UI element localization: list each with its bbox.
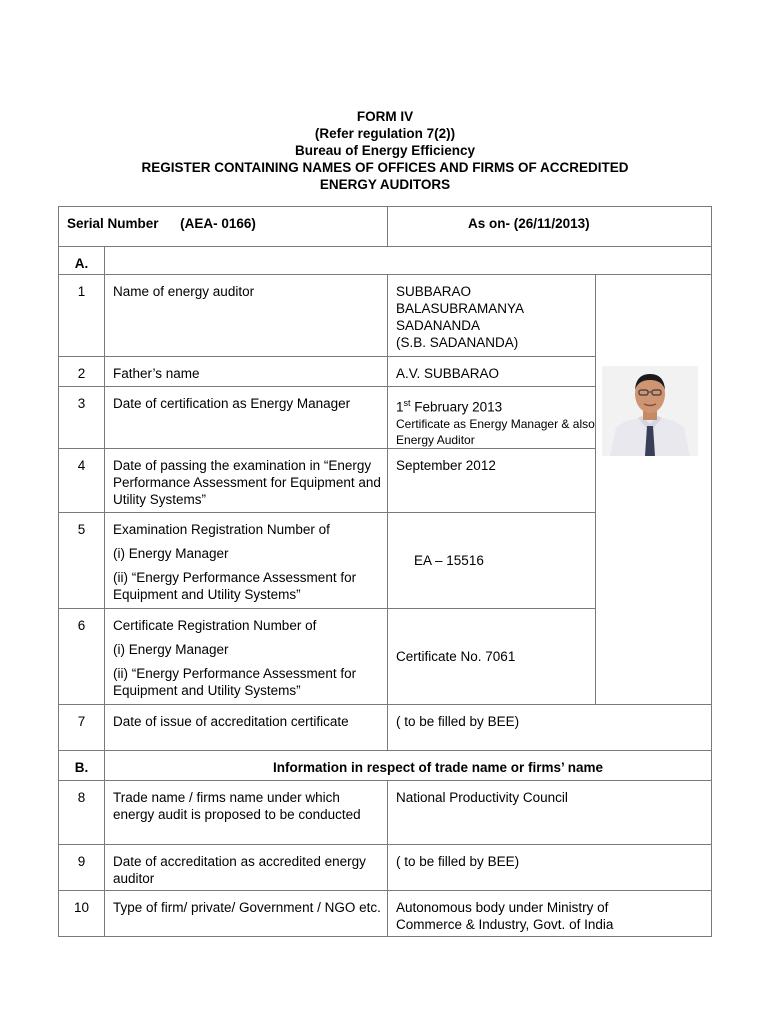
row-label: Certificate Registration Number of [113,617,317,633]
register-title-line1: REGISTER CONTAINING NAMES OF OFFICES AND FIRMS OF ACCREDITED [141,160,629,175]
table-row [59,890,712,936]
row-sublabel: (ii) “Energy Performance Assessment for Equipment and Utility Systems” [113,569,357,602]
row-sublabel: (i) Energy Manager [113,641,229,657]
table-row [59,844,712,890]
row-number: 4 [59,448,105,512]
form-number: FORM IV [356,109,414,124]
row-label: Date of passing the examination in “Energy Performance Assessment for Equipment and Utility Systems” [105,448,388,512]
as-on-label: As on- [468,216,511,231]
row-number: 2 [59,357,105,387]
row-number: 3 [59,387,105,449]
row-sublabel: (ii) “Energy Performance Assessment for Equipment and Utility Systems” [113,665,357,698]
row-label: Type of firm/ private/ Government / NGO etc. [105,890,388,936]
row-label: Date of issue of accreditation certificate [105,704,388,750]
row-value: ( to be filled by BEE) [388,704,712,750]
row-value: Autonomous body under Ministry of Commerce & Industry, Govt. of India [388,890,712,936]
section-a-label: A. [59,247,105,275]
portrait-image [602,366,698,456]
row-value: EA – 15516 [388,512,596,608]
section-b-label: B. [59,750,105,780]
auditor-photo [602,366,698,456]
row-number: 10 [59,890,105,936]
register-title-line2: ENERGY AUDITORS [319,177,451,192]
row-label: Examination Registration Number of [113,521,330,537]
section-b-row [59,750,712,780]
row-number: 7 [59,704,105,750]
certification-note: Certificate as Energy Manager & also Energy Auditor [396,416,595,447]
row-value: ( to be filled by BEE) [388,844,712,890]
auditor-name [388,275,596,357]
register-table [58,206,712,937]
name-line: (S.B. SADANANDA) [396,335,519,350]
row-value: National Productivity Council [388,780,712,844]
serial-row [59,207,712,247]
row-label: Date of certification as Energy Manager [105,387,388,449]
bureau-name: Bureau of Energy Efficiency [294,143,476,158]
row-label: Trade name / firms name under which energy audit is proposed to be conducted [105,780,388,844]
row-number: 8 [59,780,105,844]
row-value: A.V. SUBBARAO [388,357,596,387]
table-row [59,704,712,750]
form-header [0,108,770,193]
section-a-row [59,247,712,275]
row-number: 1 [59,275,105,357]
row-label: Name of energy auditor [105,275,388,357]
row-label: Date of accreditation as accredited energy auditor [105,844,388,890]
as-on-value: (26/11/2013) [513,216,590,231]
name-line: SUBBARAO [396,284,472,299]
table-row [59,275,712,357]
serial-label: Serial Number [67,216,159,231]
row-value: Certificate No. 7061 [388,608,596,704]
row-value: September 2012 [388,448,596,512]
certification-date: 1st February 2013 Certificate as Energy Manager & also Energy Auditor [388,387,596,449]
row-sublabel: (i) Energy Manager [113,545,229,561]
row-number: 9 [59,844,105,890]
name-line: BALASUBRAMANYA [396,301,525,316]
serial-value: (AEA- 0166) [180,216,256,231]
table-row [59,780,712,844]
regulation-ref: (Refer regulation 7(2)) [314,126,456,141]
row-number: 5 [59,512,105,608]
section-b-title: Information in respect of trade name or firms’ name [105,750,712,780]
row-number: 6 [59,608,105,704]
photo-cell [596,275,712,705]
row-label: Father’s name [105,357,388,387]
name-line: SADANANDA [396,318,481,333]
